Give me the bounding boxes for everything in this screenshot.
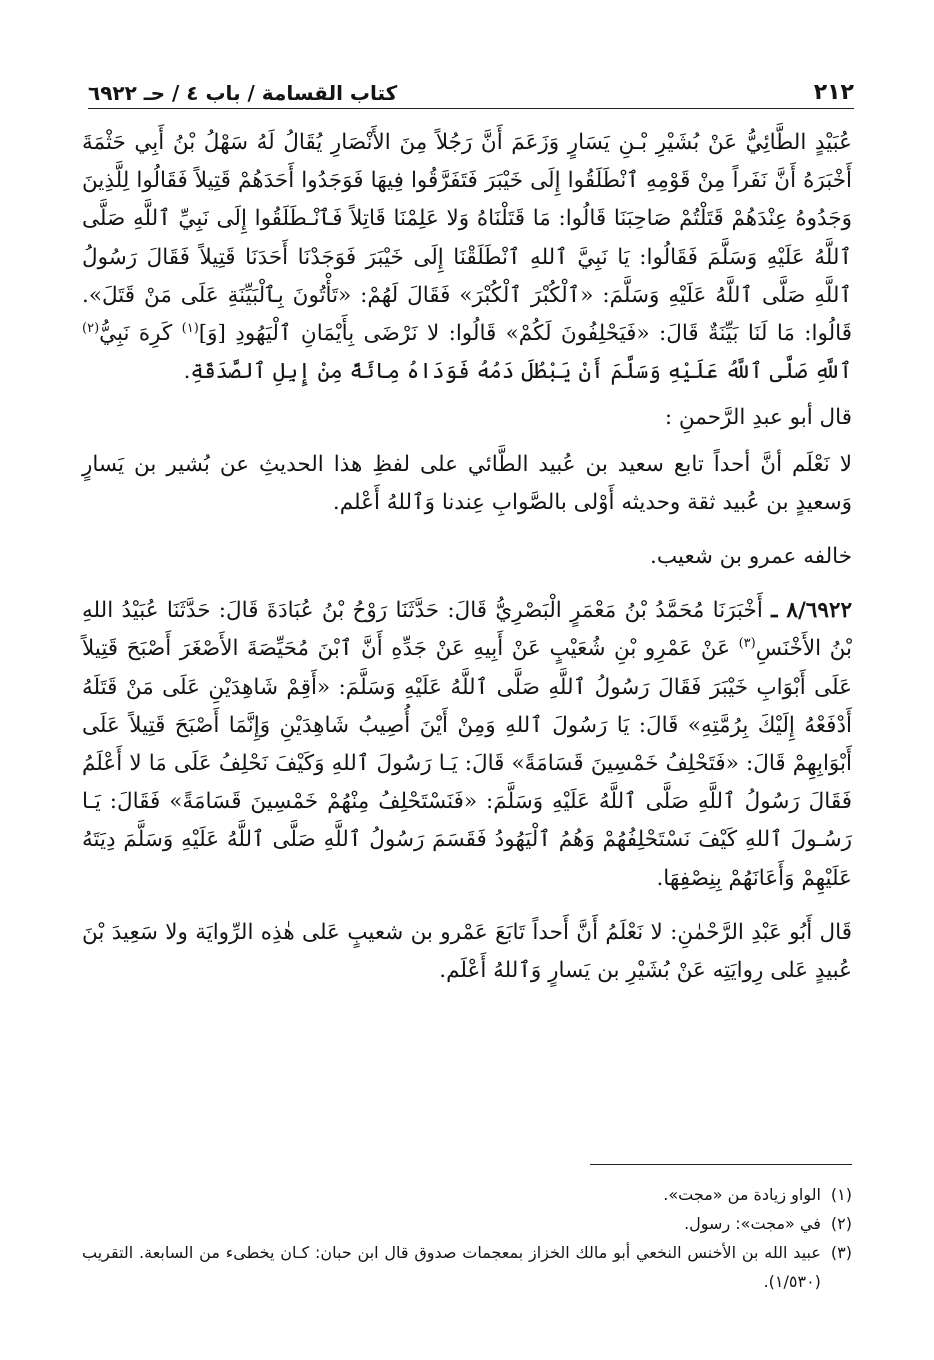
author-comment-heading: قال أبو عبدِ الرَّحمنِ : — [664, 405, 852, 431]
paragraph-text: أَخْبَرَنَا مُحَمَّدُ بْنُ مَعْمَرٍ الْبَصْرِيُّ قَالَ: حَدَّثَنَا رَوْحُ بْنُ عُبَادَةَ قَالَ: حَدَّثَنَا عُبَيْدُ اللهِ بْنُ الأَخْنَسِ — [82, 598, 853, 662]
footnote-separator — [590, 1164, 852, 1165]
footnote-number: (١) — [830, 1185, 852, 1204]
hadith-continuation-paragraph — [82, 124, 852, 391]
author-comment-paragraph: لا نَعْلَم أنَّ أحداً تابع سعيد بن عُبيد الطَّائي على لفظِ هذا الحديثِ عن بُشير بن يَسارٍ وَسعيدٍ بن عُبيد ثقة وحديثه أَوْلى بالصَّوابِ عِندنا وَٱللهُ أَعْلم. — [82, 451, 852, 515]
footnote-number: (٢) — [830, 1214, 852, 1233]
footnote-item — [82, 1209, 852, 1238]
page-number: ٢١٢ — [813, 80, 854, 105]
footnote-ref-3: (٣) — [738, 636, 756, 652]
contradiction-note: خالفه عمرو بن شعيب. — [650, 544, 852, 570]
footnote-ref-2: (٢) — [82, 320, 100, 336]
paragraph-text: ٱللَّهِ صَلَّى ٱللَّهُ عَلَيْهِ وَسَلَّمَ أَنْ يَبْطُلَ دَمُهُ فَوَدَاهُ مِائَةً مِنْ إِبِلِ ٱلصَّدَقَةِ. — [183, 359, 852, 385]
header-title: كتاب القسامة / باب ٤ / حـ ٦٩٢٢ — [88, 81, 398, 105]
hadith-paragraph — [82, 592, 852, 898]
footnote-text: في «مجت»: رسول. — [684, 1214, 821, 1233]
footnotes — [82, 1180, 852, 1296]
footnote-item — [82, 1238, 852, 1296]
running-header — [88, 74, 854, 109]
closing-comment-paragraph: قَال أَبُو عَبْدِ الرَّحْمٰنِ: لا نَعْلَمُ أَنَّ أَحداً تَابَعَ عَمْرو بن شعيبٍ عَلى هٰذِه الرِّوايَة ولا سَعِيدَ بْنَ عُبيدٍ عَلى رِوايَتِه عَنْ بُشَيْرِ بن يَسارٍ وَٱللهُ أَعْلَم. — [82, 919, 852, 984]
footnote-text: الواو زيادة من «مجت». — [663, 1185, 821, 1204]
main-text — [82, 124, 852, 990]
paragraph-text: عَنْ عَمْرِو بْنِ شُعَيْبٍ عَنْ أَبِيهِ عَنْ جَدِّهِ أَنَّ ٱبْنَ مُحَيِّصَةَ الأَصْغَرَ أَصْبَحَ قَتِيلاً عَلَى أَبْوَابِ خَيْبَرَ فَقَالَ رَسُولُ ٱللَّهِ صَلَّى ٱللَّهُ عَلَيْهِ وَسَلَّمَ: «أَقِمْ شَاهِدَيْنِ عَلَى مَنْ قَتَلَهُ أَدْفَعْهُ إِلَيْكَ بِرُمَّتِهِ» قَالَ: يَا رَسُولَ ٱللهِ وَمِنْ أَيْنَ أُصِيبُ شَاهِدَيْنِ وَإِنَّمَا أَصْبَحَ قَتِيلاً عَلَى أَبْوَابِهِمْ قَالَ: «فَتَحْلِفُ خَمْسِينَ قَسَامَةً» قَالَ: يَـا رَسُولَ ٱللهِ وَكَيْفَ نَحْلِفُ عَلَى مَا لا أَعْلَمُ فَقَالَ رَسُولُ ٱللَّهِ صَلَّى ٱللَّهُ عَلَيْهِ وَسَلَّمَ: «فَنَسْتَحْلِفُ مِنْهُمْ خَمْسِينَ قَسَامَةً» فَقَالَ: يَـا رَسُـولَ ٱللهِ كَيْفَ نَسْتَحْلِفُهُمْ وَهُمُ ٱلْيَهُودُ فَقَسَمَ رَسُولُ ٱللَّهِ صَلَّى ٱللَّهُ عَلَيْهِ وَسَلَّمَ دِيَتَهُ عَلَيْهِمْ وَأَعَانَهُمْ بِنِصْفِهَا. — [82, 636, 852, 891]
footnote-text: عبيد الله بن الأخنس النخعي أبو مالك الخزاز بمعجمات صدوق قال ابن حبان: كـان يخطىء من السابعة. التقريب (١/٥٣٠). — [82, 1243, 821, 1291]
hadith-number: ٨/٦٩٢٢ ـ — [771, 598, 852, 624]
footnote-item — [82, 1180, 852, 1209]
paragraph-text: عُبَيْدٍ الطَّائِيُّ عَنْ بُشَيْرِ بْـنِ يَسَارٍ وَزَعَمَ أَنَّ رَجُلاً مِنَ الأَنْصَارِ يُقَالُ لَهُ سَهْلُ بْنُ أَبِي حَثْمَةَ أَخْبَرَهُ أَنَّ نَفَراً مِنْ قَوْمِهِ ٱنْطَلَقُوا إِلَى خَيْبَرَ فَتَفَرَّقُوا فِيهَا فَوَجَدُوا أَحَدَهُمْ قَتِيلاً فَقَالُوا لِلَّذِينَ وَجَدُوهُ عِنْدَهُمْ قَتَلْتُمْ صَاحِبَنَا قَالُوا: مَا قَتَلْنَاهُ وَلا عَلِمْنَا قَاتِلاً فَٱنْـطَلَقُوا إِلَى نَبِيِّ ٱللَّهِ صَلَّى ٱللَّهُ عَلَيْهِ وَسَلَّمَ فَقَالُوا: يَا نَبِيَّ ٱللهِ ٱنْطَلَقْنَا إِلَى خَيْبَرَ فَوَجَدْنَا أَحَدَنَا قَتِيلاً فَقَالَ رَسُولُ ٱللَّهِ صَلَّى ٱللَّهُ عَلَيْهِ وَسَلَّمَ: «ٱلْكُبْرَ ٱلْكُبْرَ» فَقَالَ لَهُمْ: «تَأْتُونَ بِٱلْبَيِّنَةِ عَلَى مَنْ قَتَلَ». قَالُوا: مَا لَنَا بَيِّنَةٌ قَالَ: «فَيَحْلِفُونَ لَكُمْ» قَالُوا: لا نَرْضَى بِأَيْمَانِ ٱلْيَهُودِ [وَ] — [82, 130, 852, 347]
paragraph-text: كَرِهَ نَبِيُّ — [99, 321, 182, 347]
footnote-ref-1: (١) — [181, 320, 199, 336]
footnote-number: (٣) — [830, 1243, 852, 1262]
